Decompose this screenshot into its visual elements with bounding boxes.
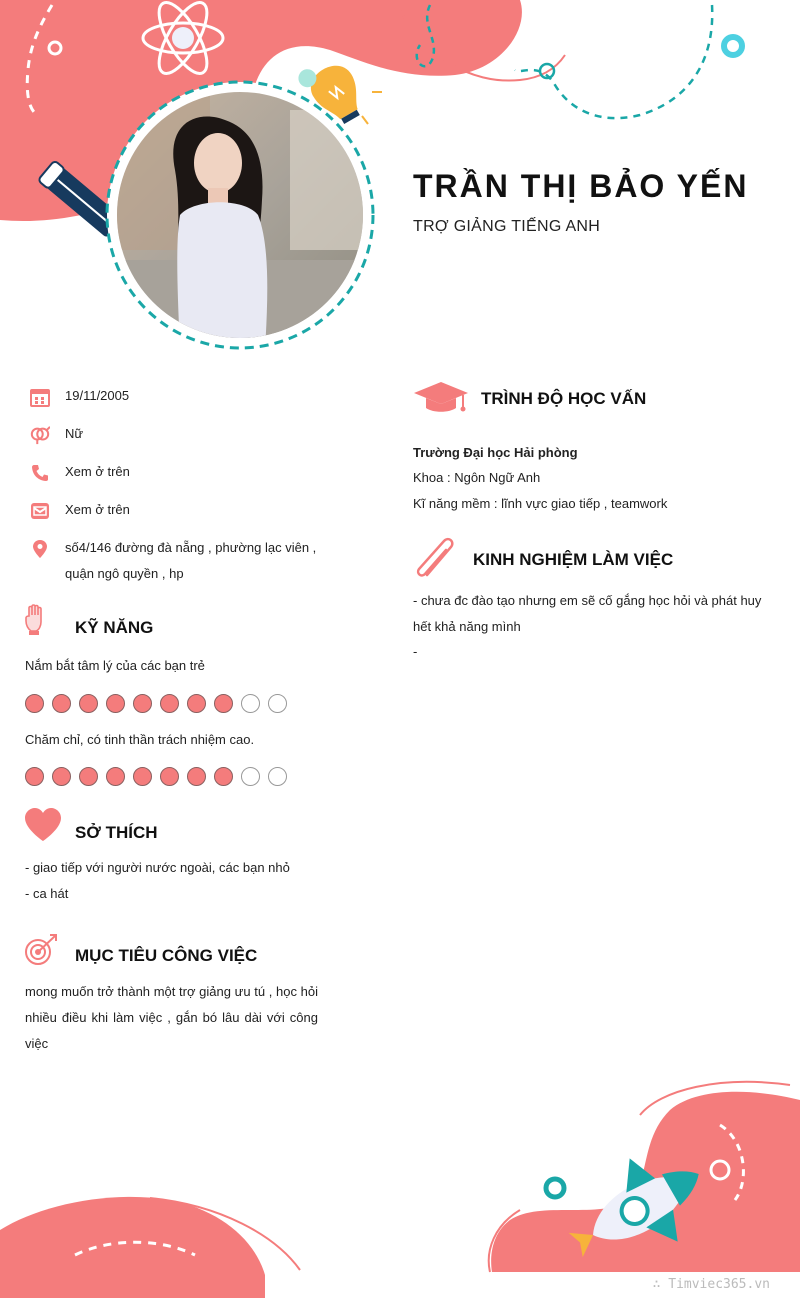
- phone-text: Xem ở trên: [65, 464, 130, 479]
- skill-dot-filled: [214, 694, 233, 713]
- email-icon: [30, 501, 50, 521]
- job-title: TRỢ GIẢNG TIẾNG ANH: [413, 218, 601, 235]
- skill-dot-filled: [214, 767, 233, 786]
- experience-extra: -: [413, 644, 418, 659]
- hobby-line-1: - giao tiếp với người nước ngoài, các bạn nhỏ: [25, 860, 290, 875]
- skill-dot-filled: [25, 767, 44, 786]
- skill-rating-1: [25, 694, 287, 713]
- skill-dot-filled: [160, 767, 179, 786]
- skill-dot-empty: [241, 767, 260, 786]
- hobby-line-2: - ca hát: [25, 886, 69, 901]
- skill-dot-empty: [268, 767, 287, 786]
- objective-text: mong muốn trở thành một trợ giảng ưu tú , học hỏi nhiều điều khi làm việc , gắn bó lâu dài với công việc: [25, 984, 318, 1051]
- hand-icon: [24, 604, 48, 636]
- location-pin-icon: [30, 539, 50, 559]
- gender-text: Nữ: [65, 426, 84, 441]
- skill-label-2: Chăm chỉ, có tinh thần trách nhiệm cao.: [25, 732, 255, 747]
- skill-dot-filled: [187, 767, 206, 786]
- paperclip-icon: [413, 537, 459, 579]
- target-icon: [24, 933, 58, 967]
- address-text: số4/146 đường đà nẵng , phường lạc viên , quận ngô quyền , hp: [65, 540, 317, 581]
- skill-dot-filled: [160, 694, 179, 713]
- gender-icon: [30, 425, 50, 445]
- skill-dot-filled: [106, 694, 125, 713]
- objective-title: MỤC TIÊU CÔNG VIỆC: [75, 946, 258, 965]
- skills-title: KỸ NĂNG: [75, 618, 154, 637]
- skill-dot-empty: [268, 694, 287, 713]
- skill-dot-filled: [52, 694, 71, 713]
- watermark: ∴ Timviec365.vn: [652, 1277, 770, 1292]
- birthday-text: 19/11/2005: [65, 388, 130, 403]
- skill-dot-filled: [52, 767, 71, 786]
- education-faculty: Khoa : Ngôn Ngữ Anh: [413, 470, 541, 485]
- skill-dot-filled: [133, 694, 152, 713]
- calendar-icon: [30, 387, 50, 407]
- skill-dot-filled: [79, 767, 98, 786]
- skill-rating-2: [25, 767, 287, 786]
- experience-text: - chưa đc đào tạo nhưng em sẽ cố gắng học hỏi và phát huy hết khả năng mình: [413, 593, 762, 634]
- graduation-cap-icon: [413, 380, 469, 414]
- skill-label-1: Nắm bắt tâm lý của các bạn trẻ: [25, 658, 205, 673]
- skill-dot-empty: [241, 694, 260, 713]
- skill-dot-filled: [106, 767, 125, 786]
- skill-dot-filled: [133, 767, 152, 786]
- education-school: Trường Đại học Hải phòng: [413, 445, 578, 460]
- phone-icon: [30, 463, 50, 483]
- email-text: Xem ở trên: [65, 502, 130, 517]
- experience-title: KINH NGHIỆM LÀM VIỆC: [473, 550, 674, 569]
- hobbies-title: SỞ THÍCH: [75, 823, 158, 842]
- skill-dot-filled: [79, 694, 98, 713]
- skill-dot-filled: [187, 694, 206, 713]
- education-title: TRÌNH ĐỘ HỌC VẤN: [481, 389, 647, 408]
- education-soft-skills: Kĩ năng mềm : lĩnh vực giao tiếp , teamwork: [413, 496, 668, 511]
- heart-icon: [24, 808, 62, 842]
- candidate-name: TRẦN THỊ BẢO YẾN: [413, 168, 749, 204]
- skill-dot-filled: [25, 694, 44, 713]
